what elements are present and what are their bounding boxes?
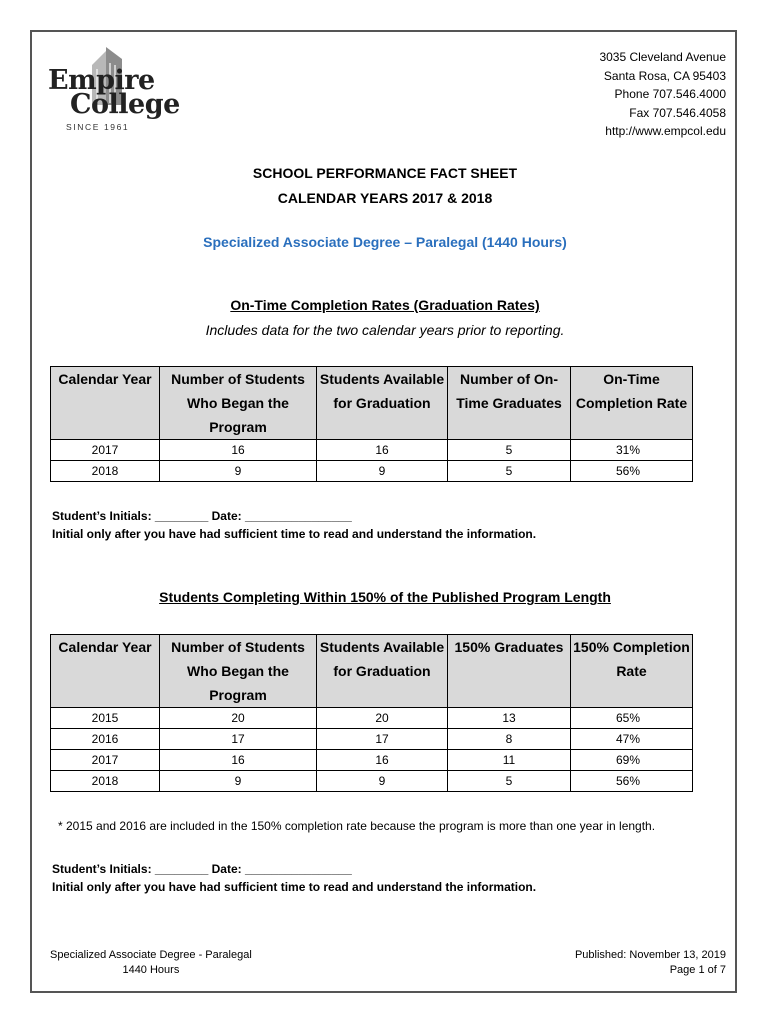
footer-publication: [575, 948, 726, 978]
table-cell: 5: [448, 440, 571, 461]
table-row: [51, 771, 693, 792]
table-cell: 16: [160, 750, 317, 771]
column-header: Calendar Year: [51, 367, 160, 440]
initials-date-line[interactable]: Student’s Initials: ________ Date: ________________: [52, 509, 352, 523]
table-cell: 65%: [571, 708, 693, 729]
address-phone: Phone 707.546.4000: [614, 87, 726, 101]
table-cell: 16: [317, 750, 448, 771]
table-cell: 5: [448, 771, 571, 792]
table-header-row: [51, 635, 693, 708]
completion-150-heading: Students Completing Within 150% of the Published Program Length: [159, 589, 611, 605]
program-title: Specialized Associate Degree – Paralegal (1440 Hours): [203, 234, 567, 250]
logo-text-empire: Empire: [48, 65, 155, 96]
logo-since: SINCE 1961: [66, 122, 130, 132]
table-cell: 2015: [51, 708, 160, 729]
table-cell: 31%: [571, 440, 693, 461]
column-header: On-Time Completion Rate: [571, 367, 693, 440]
table-cell: 2017: [51, 750, 160, 771]
table-cell: 56%: [571, 461, 693, 482]
table-cell: 20: [160, 708, 317, 729]
logo-text-college: College: [70, 89, 180, 120]
table-cell: 56%: [571, 771, 693, 792]
table-cell: 2018: [51, 461, 160, 482]
table-cell: 16: [160, 440, 317, 461]
column-header: Number of Students Who Began the Program: [160, 635, 317, 708]
table-row: [51, 440, 693, 461]
address-block: [599, 48, 726, 141]
initials-instruction: Initial only after you have had sufficient time to read and understand the information.: [52, 527, 537, 541]
table-row: [51, 750, 693, 771]
address-street: 3035 Cleveland Avenue: [599, 50, 726, 64]
address-fax: Fax 707.546.4058: [629, 105, 726, 120]
table-cell: 8: [448, 729, 571, 750]
table-cell: 9: [160, 461, 317, 482]
initials-date-line[interactable]: Student’s Initials: ________ Date: ________________: [52, 862, 352, 876]
initials-instruction: Initial only after you have had sufficient time to read and understand the information.: [52, 880, 537, 894]
table-row: [51, 729, 693, 750]
table-cell: 20: [317, 708, 448, 729]
table-cell: 2016: [51, 729, 160, 750]
column-header: 150% Graduates: [448, 635, 571, 708]
initials-block-2[interactable]: [52, 860, 536, 896]
document-title-line1: SCHOOL PERFORMANCE FACT SHEET: [252, 165, 518, 181]
column-header: Students Available for Graduation: [317, 367, 448, 440]
footer-program-hours: 1440 Hours: [122, 964, 180, 976]
address-city: Santa Rosa, CA 95403: [603, 68, 726, 83]
table-cell: 9: [317, 771, 448, 792]
table-header-row: [51, 367, 693, 440]
table-cell: 5: [448, 461, 571, 482]
column-header: Students Available for Graduation: [317, 635, 448, 708]
initials-block-1[interactable]: [52, 507, 536, 543]
on-time-heading: On-Time Completion Rates (Graduation Rates): [230, 297, 540, 313]
footer-program: [50, 948, 252, 978]
column-header: 150% Completion Rate: [571, 635, 693, 708]
table-cell: 2017: [51, 440, 160, 461]
table-cell: 9: [160, 771, 317, 792]
column-header: Number of Students Who Began the Program: [160, 367, 317, 440]
on-time-table: [50, 366, 693, 482]
document-title-line2: CALENDAR YEARS 2017 & 2018: [277, 190, 493, 206]
completion-150-table: [50, 634, 693, 792]
table-cell: 17: [160, 729, 317, 750]
table-cell: 47%: [571, 729, 693, 750]
footnote: * 2015 and 2016 are included in the 150% completion rate because the program is more than one year in length.: [58, 819, 656, 833]
table-cell: 2018: [51, 771, 160, 792]
college-logo: [46, 45, 180, 137]
table-cell: 9: [317, 461, 448, 482]
table-row: [51, 461, 693, 482]
table-cell: 16: [317, 440, 448, 461]
footer-program-name: Specialized Associate Degree - Paralegal: [50, 949, 252, 961]
table-cell: 11: [448, 750, 571, 771]
table-cell: 17: [317, 729, 448, 750]
table-cell: 13: [448, 708, 571, 729]
column-header: Calendar Year: [51, 635, 160, 708]
column-header: Number of On-Time Graduates: [448, 367, 571, 440]
address-url[interactable]: http://www.empcol.edu: [605, 124, 726, 138]
table-row: [51, 708, 693, 729]
table-cell: 69%: [571, 750, 693, 771]
on-time-subheading: Includes data for the two calendar years prior to reporting.: [205, 322, 565, 338]
footer-page-number: Page 1 of 7: [669, 964, 726, 976]
footer-published-date: Published: November 13, 2019: [574, 949, 726, 961]
